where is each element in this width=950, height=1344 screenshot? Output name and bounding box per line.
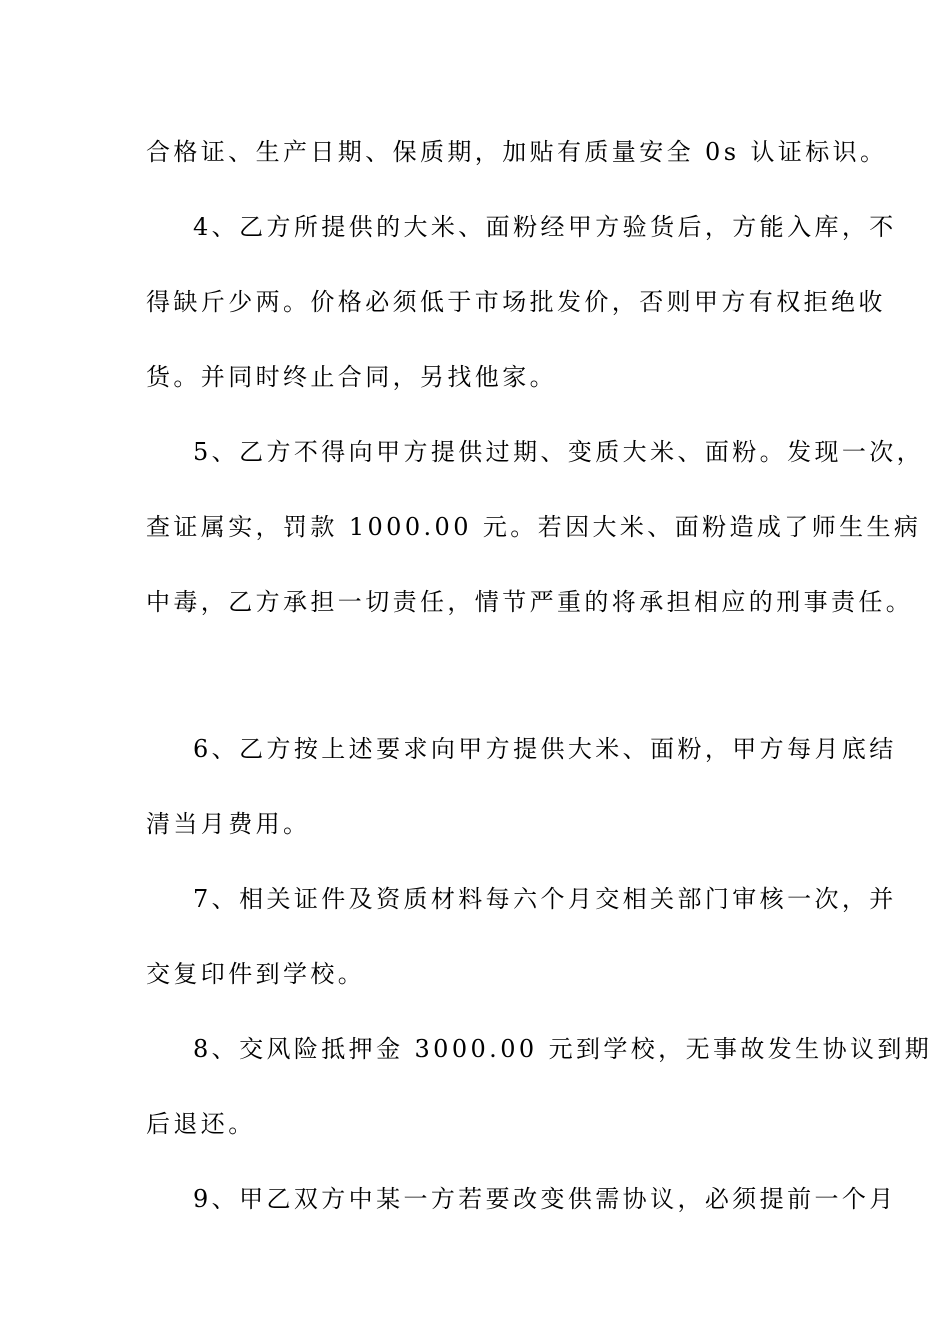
clause-5-line-2: 查证属实，罚款 1000.00 元。若因大米、面粉造成了师生生病 <box>146 513 922 541</box>
clause-7-line-2: 交复印件到学校。 <box>146 960 366 988</box>
clause-4-line-3: 货。并同时终止合同，另找他家。 <box>146 363 557 391</box>
clause-5-line-1: 5、乙方不得向甲方提供过期、变质大米、面粉。发现一次， <box>193 438 925 466</box>
clause-9-line-1: 9、甲乙双方中某一方若要改变供需协议，必须提前一个月 <box>193 1185 897 1213</box>
clause-4-line-2: 得缺斤少两。价格必须低于市场批发价，否则甲方有权拒绝收 <box>146 288 886 316</box>
clause-4-line-1: 4、乙方所提供的大米、面粉经甲方验货后，方能入库，不 <box>193 213 897 241</box>
clause-5-line-3: 中毒，乙方承担一切责任，情节严重的将承担相应的刑事责任。 <box>146 588 914 616</box>
clause-8-line-1: 8、交风险抵押金 3000.00 元到学校，无事故发生协议到期 <box>193 1035 933 1063</box>
clause-6-line-2: 清当月费用。 <box>146 810 311 838</box>
clause-7-line-1: 7、相关证件及资质材料每六个月交相关部门审核一次，并 <box>193 885 897 913</box>
clause-8-line-2: 后退还。 <box>146 1110 256 1138</box>
text-line-1: 合格证、生产日期、保质期，加贴有质量安全 0s 认证标识。 <box>146 138 888 166</box>
clause-6-line-1: 6、乙方按上述要求向甲方提供大米、面粉，甲方每月底结 <box>193 735 897 763</box>
